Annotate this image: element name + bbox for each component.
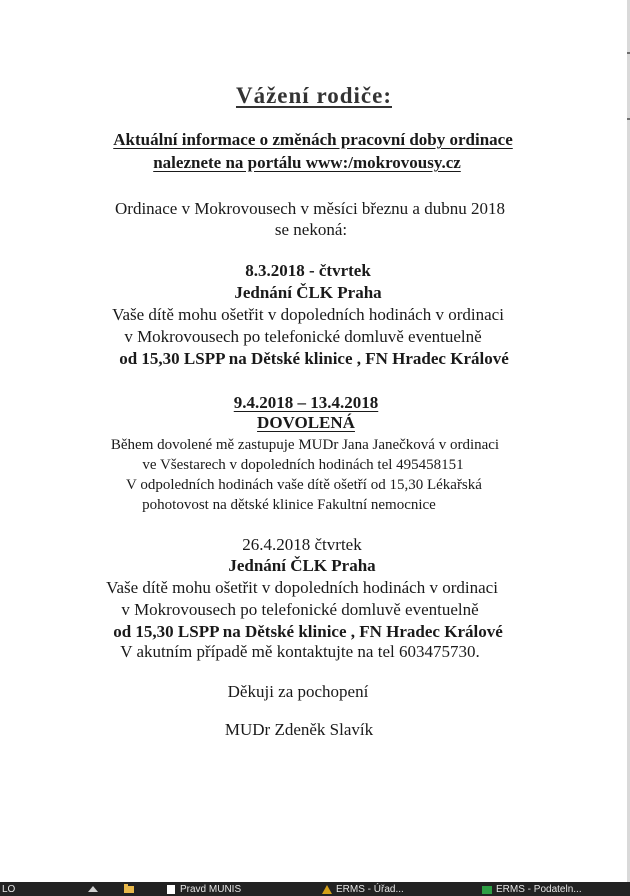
signature: MUDr Zdeněk Slavík — [224, 720, 374, 739]
block3-line-3: od 15,30 LSPP na Dětské klinice , FN Hradec Králové — [113, 622, 503, 641]
block1-date: 8.3.2018 - čtvrtek — [245, 261, 371, 280]
intro-line-2: se nekoná: — [274, 220, 348, 239]
thanks-line: Děkuji za pochopení — [227, 682, 369, 701]
erms-green-icon — [482, 885, 492, 894]
taskbar-start-label: LO — [2, 884, 16, 895]
taskbar-item-munis[interactable] — [166, 884, 241, 895]
erms-icon — [322, 885, 332, 894]
block1-event: Jednání ČLK Praha — [234, 283, 382, 302]
taskbar-item-label: ERMS - Úřad... — [336, 884, 404, 895]
block3-event: Jednání ČLK Praha — [228, 556, 376, 575]
taskbar-network-icon[interactable] — [88, 884, 98, 893]
info-line-2: naleznete na portálu www:/mokrovousy.cz — [153, 153, 461, 172]
block2-line-2: ve Všestarech v dopoledních hodinách tel 495458151 — [142, 457, 464, 473]
taskbar-explorer-button[interactable] — [124, 884, 134, 893]
folder-icon — [124, 884, 134, 893]
taskbar-start-fragment[interactable] — [2, 884, 15, 895]
info-line-1: Aktuální informace o změnách pracovní doby ordinace — [113, 130, 513, 149]
block3-line-1: Vaše dítě mohu ošetřit v dopoledních hodinách v ordinaci — [106, 578, 498, 597]
block2-line-4: pohotovost na dětské klinice Fakultní nemocnice — [142, 497, 436, 513]
block2-event: DOVOLENÁ — [257, 413, 355, 432]
network-icon — [88, 884, 98, 893]
block1-line-3: od 15,30 LSPP na Dětské klinice , FN Hradec Králové — [119, 349, 509, 368]
taskbar-item-label: ERMS - Podateln... — [496, 884, 582, 895]
block1-line-2: v Mokrovousech po telefonické domluvě eventuelně — [124, 327, 482, 346]
taskbar-item-erms-urad[interactable] — [322, 884, 404, 895]
windows-taskbar — [0, 882, 630, 896]
block2-date: 9.4.2018 – 13.4.2018 — [233, 393, 379, 412]
block3-line-2: v Mokrovousech po telefonické domluvě eventuelně — [121, 600, 479, 619]
taskbar-item-erms-podatelna[interactable] — [482, 884, 582, 895]
intro-line-1: Ordinace v Mokrovousech v měsíci březnu a dubnu 2018 — [115, 199, 505, 218]
block2-line-3: V odpoledních hodinách vaše dítě ošetří od 15,30 Lékařská — [126, 477, 482, 493]
block3-line-4: V akutním případě mě kontaktujte na tel 603475730. — [120, 642, 480, 661]
block1-line-1: Vaše dítě mohu ošetřit v dopoledních hodinách v ordinaci — [112, 305, 504, 324]
block3-date: 26.4.2018 čtvrtek — [242, 535, 362, 554]
taskbar-item-label: Pravd MUNIS — [180, 884, 242, 895]
document-icon — [166, 885, 176, 894]
block2-line-1: Během dovolené mě zastupuje MUDr Jana Janečková v ordinaci — [110, 437, 500, 453]
document-title: Vážení rodiče: — [235, 83, 392, 108]
